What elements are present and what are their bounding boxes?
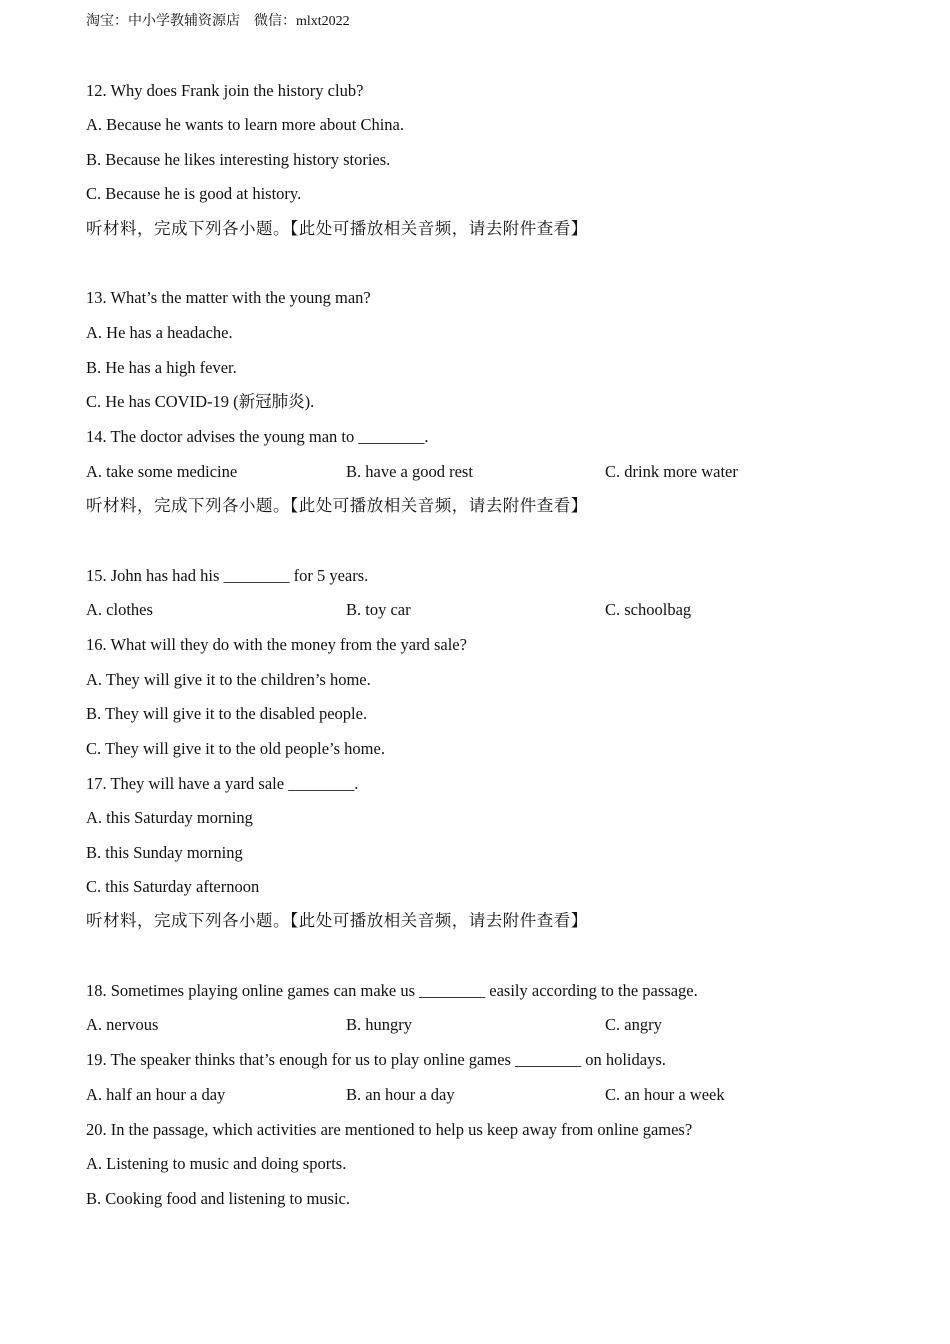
option-b: B. toy car	[346, 600, 411, 619]
option-c: C. They will give it to the old people’s home.	[86, 739, 385, 758]
option-c: C. He has COVID-19 (新冠肺炎).	[86, 392, 315, 411]
question-18: 18. Sometimes playing online games can make us ________ easily according to the passage.	[86, 981, 698, 1000]
question-15: 15. John has had his ________ for 5 years.	[86, 566, 369, 585]
option-b: B. an hour a day	[346, 1085, 455, 1104]
option-a: A. nervous	[86, 1015, 159, 1034]
option-a: A. this Saturday morning	[86, 808, 253, 827]
question-17: 17. They will have a yard sale ________.	[86, 774, 359, 793]
option-b: B. Because he likes interesting history stories.	[86, 150, 391, 169]
option-b: B. have a good rest	[346, 462, 473, 481]
page-header: 淘宝：中小学教辅资源店 微信：mlxt2022	[86, 14, 350, 29]
option-a: A. clothes	[86, 600, 153, 619]
option-c: C. this Saturday afternoon	[86, 877, 260, 896]
option-b: B. Cooking food and listening to music.	[86, 1189, 350, 1208]
question-16: 16. What will they do with the money from the yard sale?	[86, 635, 467, 654]
option-a: A. take some medicine	[86, 462, 238, 481]
question-12: 12. Why does Frank join the history club?	[86, 81, 364, 100]
listening-instruction: 听材料，完成下列各小题。【此处可播放相关音频，请去附件查看】	[86, 496, 588, 515]
option-c: C. an hour a week	[605, 1085, 725, 1104]
option-a: A. Because he wants to learn more about China.	[86, 115, 404, 134]
listening-instruction: 听材料，完成下列各小题。【此处可播放相关音频，请去附件查看】	[86, 911, 588, 930]
question-13: 13. What’s the matter with the young man?	[86, 288, 371, 307]
listening-instruction: 听材料，完成下列各小题。【此处可播放相关音频，请去附件查看】	[86, 219, 588, 238]
question-20: 20. In the passage, which activities are mentioned to help us keep away from online games?	[86, 1120, 693, 1139]
question-19: 19. The speaker thinks that’s enough for us to play online games ________ on holidays.	[86, 1050, 666, 1069]
option-b: B. hungry	[346, 1015, 412, 1034]
option-c: C. Because he is good at history.	[86, 184, 302, 203]
option-a: A. He has a headache.	[86, 323, 233, 342]
option-c: C. schoolbag	[605, 600, 692, 619]
option-c: C. angry	[605, 1015, 662, 1034]
option-a: A. They will give it to the children’s home.	[86, 670, 371, 689]
option-c: C. drink more water	[605, 462, 738, 481]
option-b: B. They will give it to the disabled people.	[86, 704, 368, 723]
option-a: A. Listening to music and doing sports.	[86, 1154, 347, 1173]
question-14: 14. The doctor advises the young man to ________.	[86, 427, 429, 446]
option-a: A. half an hour a day	[86, 1085, 226, 1104]
option-b: B. this Sunday morning	[86, 843, 243, 862]
option-b: B. He has a high fever.	[86, 358, 237, 377]
